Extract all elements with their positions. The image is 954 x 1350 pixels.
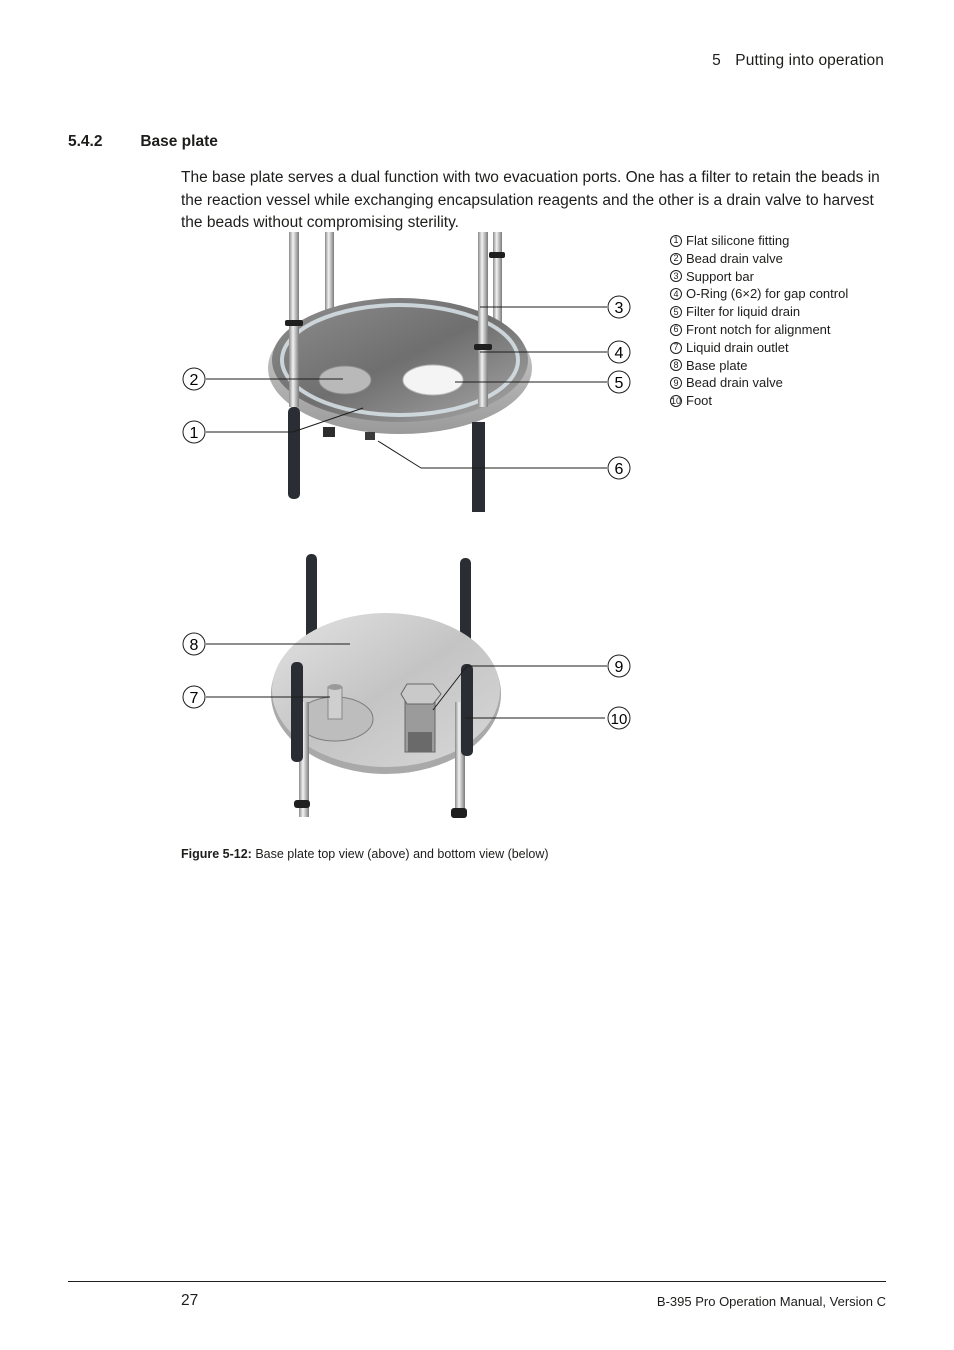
under-knob (365, 432, 375, 440)
legend-number: 5 (670, 306, 682, 318)
caption-label: Figure 5-12: (181, 847, 252, 861)
legend-item (670, 339, 848, 357)
section-number: 5.4.2 (68, 133, 103, 150)
base-plate-figure (175, 232, 645, 832)
legend-number: 8 (670, 359, 682, 371)
svg-text:2: 2 (189, 372, 199, 389)
o-ring (294, 800, 310, 808)
legend-item (670, 374, 848, 392)
svg-text:1: 1 (189, 425, 199, 442)
top-view-photo (268, 232, 532, 512)
legend-label: Flat silicone fitting (686, 233, 790, 248)
legend-number: 6 (670, 324, 682, 336)
svg-text:4: 4 (614, 345, 624, 362)
document-title: B-395 Pro Operation Manual, Version C (656, 1294, 886, 1309)
legend-label: Filter for liquid drain (686, 304, 801, 320)
legend-number: 9 (670, 377, 682, 389)
o-ring (474, 344, 492, 350)
svg-text:3: 3 (614, 300, 624, 317)
legend-item (670, 357, 848, 375)
svg-text:7: 7 (189, 690, 199, 707)
foot (288, 407, 300, 499)
legend-item (670, 268, 848, 286)
svg-text:5: 5 (614, 375, 624, 392)
svg-text:9: 9 (614, 659, 624, 676)
support-bar (478, 232, 488, 407)
legend-label: O-Ring (6×2) for gap control (686, 286, 849, 302)
bead-drain-disk (319, 366, 371, 394)
legend-item (670, 303, 848, 321)
valve-nut (401, 684, 441, 704)
legend-label: Bead drain valve (686, 250, 783, 266)
callout-8 (183, 633, 205, 655)
figure-legend (670, 232, 848, 410)
foot (291, 662, 303, 762)
svg-text:10: 10 (610, 711, 628, 728)
support-bar (289, 232, 299, 407)
chapter-title: Putting into operation (735, 52, 884, 69)
legend-label: Liquid drain outlet (686, 339, 789, 355)
legend-number: 2 (670, 253, 682, 265)
legend-number: 7 (670, 342, 682, 354)
valve-side (408, 732, 432, 752)
callout-10 (608, 707, 630, 729)
plate-surface (272, 298, 528, 422)
caption-text: Base plate top view (above) and bottom view (below) (255, 847, 549, 861)
legend-item (670, 285, 848, 303)
legend-label: Front notch for alignment (686, 321, 831, 337)
filter-disk (403, 365, 463, 395)
bottom-view-photo (271, 554, 501, 818)
drain-outlet (328, 687, 342, 719)
legend-item (670, 250, 848, 268)
chapter-number: 5 (712, 52, 721, 69)
o-ring (489, 252, 505, 258)
svg-text:6: 6 (614, 461, 624, 478)
legend-number: 1 (670, 235, 682, 247)
legend-number: 4 (670, 288, 682, 300)
foot (461, 664, 473, 756)
legend-label: Bead drain valve (686, 375, 783, 391)
legend-item (670, 392, 848, 410)
foot (472, 422, 485, 512)
callout-6 (608, 457, 630, 479)
under-knob (323, 427, 335, 437)
page-number: 27 (181, 1292, 199, 1309)
callout-9 (608, 655, 630, 677)
o-ring (451, 808, 467, 818)
legend-number: 3 (670, 270, 682, 282)
figure-caption (181, 847, 549, 861)
svg-text:8: 8 (189, 637, 199, 654)
legend-label: Support bar (686, 268, 754, 284)
running-header (712, 52, 884, 70)
section-heading (68, 133, 218, 151)
legend-label: Base plate (686, 357, 748, 373)
callout-7 (183, 686, 205, 708)
legend-number: 10 (671, 395, 682, 406)
body-paragraph: The base plate serves a dual function with two evacuation ports. One has a filter to retain the beads in the reaction vessel while exchanging encapsulation reagents and the other is a drain valve to harvest the beads without compromising sterility. (181, 169, 880, 231)
legend-item (670, 321, 848, 339)
section-title: Base plate (140, 133, 218, 150)
callout-3 (608, 296, 630, 318)
foot (460, 558, 471, 644)
legend-label: Foot (686, 393, 713, 409)
footer-divider (68, 1281, 886, 1282)
callout-5 (608, 371, 630, 393)
legend-item (670, 232, 848, 250)
o-ring (285, 320, 303, 326)
callout-4 (608, 341, 630, 363)
foot (306, 554, 317, 640)
callout-1 (183, 421, 205, 443)
callout-2 (183, 368, 205, 390)
